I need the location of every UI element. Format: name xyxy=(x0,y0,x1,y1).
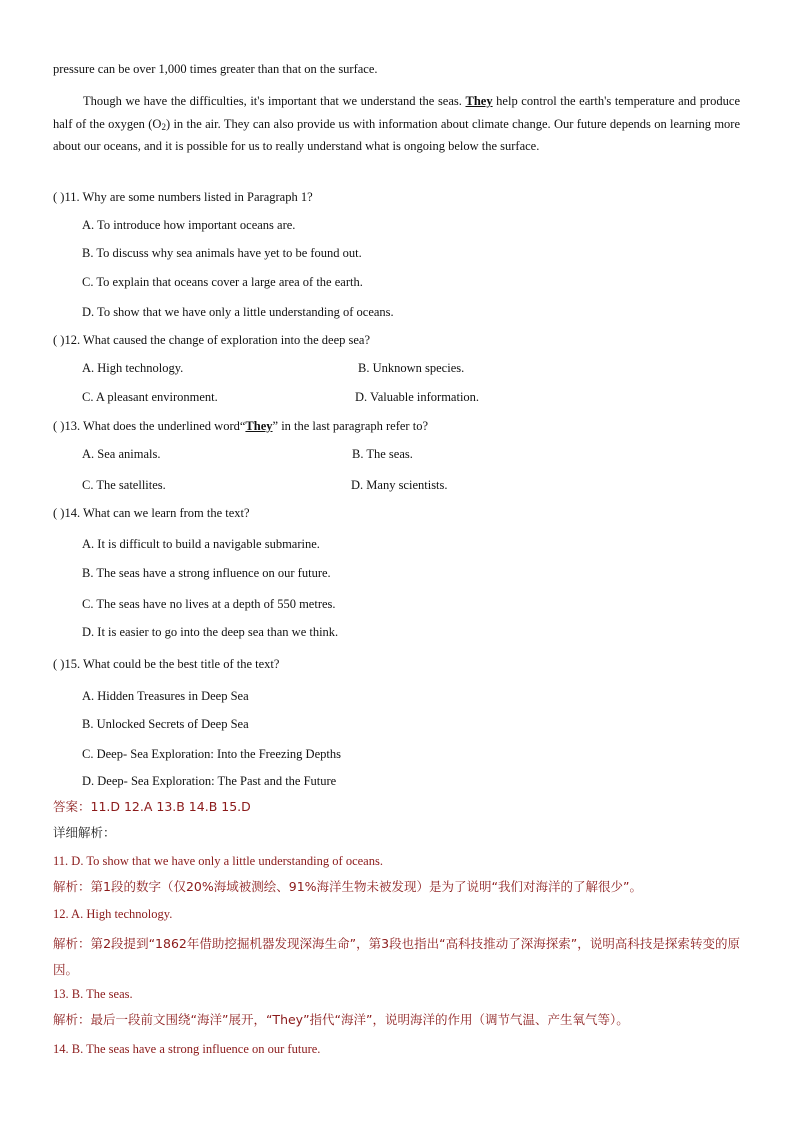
question-13-underlined-word: They xyxy=(245,419,273,433)
answer-14: 14. B. The seas have a strong influence on our future. xyxy=(53,1042,321,1056)
question-13-option-b: B. The seas. xyxy=(352,447,413,461)
question-14-stem: ( )14. What can we learn from the text? xyxy=(53,506,250,520)
question-14-option-a: A. It is difficult to build a navigable submarine. xyxy=(82,537,320,551)
question-15-option-d: D. Deep- Sea Exploration: The Past and the Future xyxy=(82,774,337,788)
analysis-13: 解析：最后一段前文围绕“海洋”展开，“They”指代“海洋”，说明海洋的作用（调节气温、产生氧气等）。 xyxy=(53,1012,629,1027)
analysis-11: 解析：第1段的数字（仅20%海域被测绘、91%海洋生物未被发现）是为了说明“我们对海洋的了解很少”。 xyxy=(53,879,642,894)
question-14-option-b: B. The seas have a strong influence on our future. xyxy=(82,566,331,580)
question-15-option-b: B. Unlocked Secrets of Deep Sea xyxy=(82,717,249,731)
question-15-option-a: A. Hidden Treasures in Deep Sea xyxy=(82,689,249,703)
question-15-stem: ( )15. What could be the best title of the text? xyxy=(53,657,280,671)
question-14-option-d: D. It is easier to go into the deep sea than we think. xyxy=(82,625,339,639)
question-13-stem xyxy=(53,418,428,434)
question-12-option-a: A. High technology. xyxy=(82,361,184,375)
passage-text: ) in the air. They can also provide us with information about climate change. Our future depends on learning more about our oceans, and it is possible for us to really understand what is ongoing below the surface. xyxy=(53,116,741,153)
question-12-stem: ( )12. What caused the change of exploration into the deep sea? xyxy=(53,333,371,347)
detail-heading: 详细解析： xyxy=(53,825,116,840)
question-11-option-d: D. To show that we have only a little understanding of oceans. xyxy=(82,305,394,319)
question-13-stem-text: ” in the last paragraph refer to? xyxy=(272,419,428,433)
passage-text: Though we have the difficulties, it's important that we understand the seas. xyxy=(83,94,466,108)
passage-paragraph xyxy=(53,90,740,158)
question-11-stem: ( )11. Why are some numbers listed in Paragraph 1? xyxy=(53,190,313,204)
question-12-option-b: B. Unknown species. xyxy=(358,361,465,375)
analysis-12: 解析：第2段提到“1862年借助挖掘机器发现深海生命”，第3段也指出“高科技推动了深海探索”，说明高科技是探索转变的原因。 xyxy=(53,936,740,977)
underlined-word-they: They xyxy=(465,94,493,108)
answer-11: 11. D. To show that we have only a little understanding of oceans. xyxy=(53,854,383,868)
question-13-option-d: D. Many scientists. xyxy=(351,478,448,492)
question-13-option-c: C. The satellites. xyxy=(82,478,166,492)
question-11-option-c: C. To explain that oceans cover a large area of the earth. xyxy=(82,275,363,289)
answer-12: 12. A. High technology. xyxy=(53,907,173,921)
passage-line: pressure can be over 1,000 times greater than that on the surface. xyxy=(53,62,378,76)
subscript: 2 xyxy=(161,121,166,132)
question-13-option-a: A. Sea animals. xyxy=(82,447,161,461)
question-13-stem-text: ( )13. What does the underlined word“ xyxy=(53,419,246,433)
question-12-option-d: D. Valuable information. xyxy=(355,390,480,404)
answer-13: 13. B. The seas. xyxy=(53,987,133,1001)
question-15-option-c: C. Deep- Sea Exploration: Into the Freezing Depths xyxy=(82,747,341,761)
answer-key: 答案：11.D 12.A 13.B 14.B 15.D xyxy=(53,799,251,814)
question-11-option-a: A. To introduce how important oceans are. xyxy=(82,218,296,232)
question-11-option-b: B. To discuss why sea animals have yet to be found out. xyxy=(82,246,362,260)
question-14-option-c: C. The seas have no lives at a depth of 550 metres. xyxy=(82,597,336,611)
question-12-option-c: C. A pleasant environment. xyxy=(82,390,218,404)
passage-text: help control the earth's temperature and produce half of the oxygen (O xyxy=(53,94,740,131)
